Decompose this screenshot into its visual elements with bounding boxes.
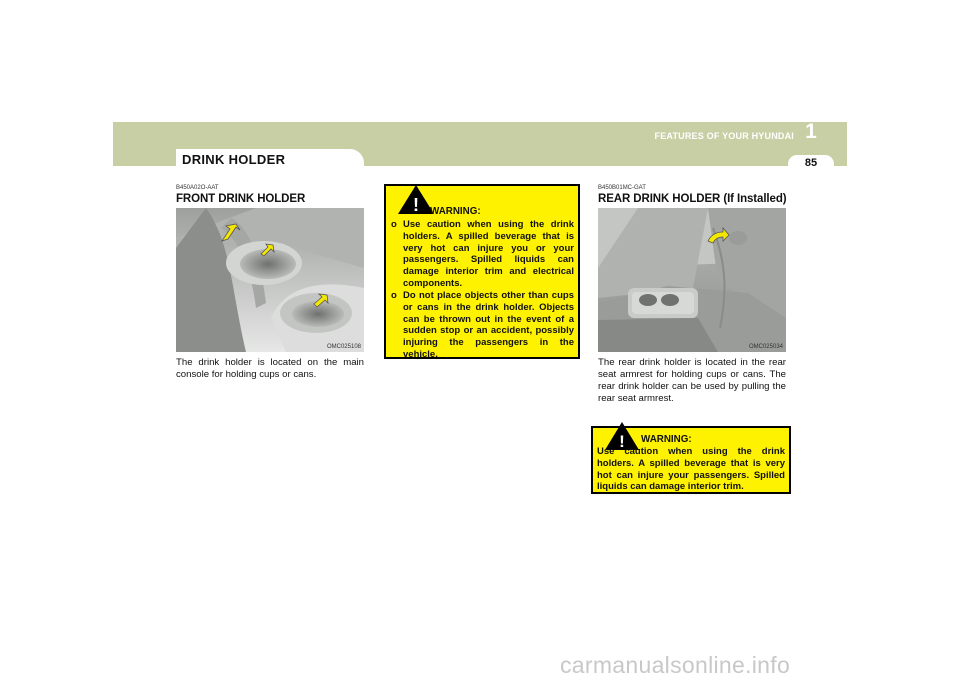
rear-warning-title: WARNING: <box>641 434 692 445</box>
front-drink-holder-photo <box>176 208 364 352</box>
rear-photo-code: OMC025034 <box>748 344 783 350</box>
rear-body-text: The rear drink holder is located in the rear seat armrest for holding cups or cans. The rear drink holder can be used by pulling the rear seat armrest. <box>598 357 786 404</box>
front-photo-code: OMC025108 <box>326 344 361 350</box>
rear-heading: REAR DRINK HOLDER (If Installed) <box>598 193 787 205</box>
front-warning-box <box>384 184 580 359</box>
front-warning-item: o Use caution when using the drink holders. A spilled beverage that is very hot can injure you or your passengers. Spilled liquids can damage interior trim and electrical components. <box>391 219 574 289</box>
rear-warning-text: Use caution when using the drink holders. A spilled beverage that is very hot can injure your passengers. Spilled liquids can damage interior trim. <box>597 446 785 493</box>
page-number: 85 <box>804 157 818 169</box>
rear-warning-box <box>591 426 791 494</box>
section-title: DRINK HOLDER <box>182 152 286 167</box>
front-warning-title: WARNING: <box>430 206 481 217</box>
svg-text:!: ! <box>413 195 419 215</box>
front-heading: FRONT DRINK HOLDER <box>176 193 306 205</box>
rear-drink-holder-photo <box>598 208 786 352</box>
rear-section-code: B450B01MC-GAT <box>598 185 646 191</box>
front-warning-item: o Do not place objects other than cups or cans in the drink holder. Objects can be thrown out in the event of a sudden stop or an accident, possibly injuring the passengers in the vehicle. <box>391 290 574 360</box>
watermark: carmanualsonline.info <box>560 652 791 678</box>
chapter-title: FEATURES OF YOUR HYUNDAI <box>654 131 794 141</box>
svg-text:!: ! <box>619 432 625 451</box>
front-section-code: B450A02O-AAT <box>176 185 219 191</box>
front-body-text: The drink holder is located on the main console for holding cups or cans. <box>176 357 364 380</box>
chapter-number: 1 <box>805 120 817 143</box>
